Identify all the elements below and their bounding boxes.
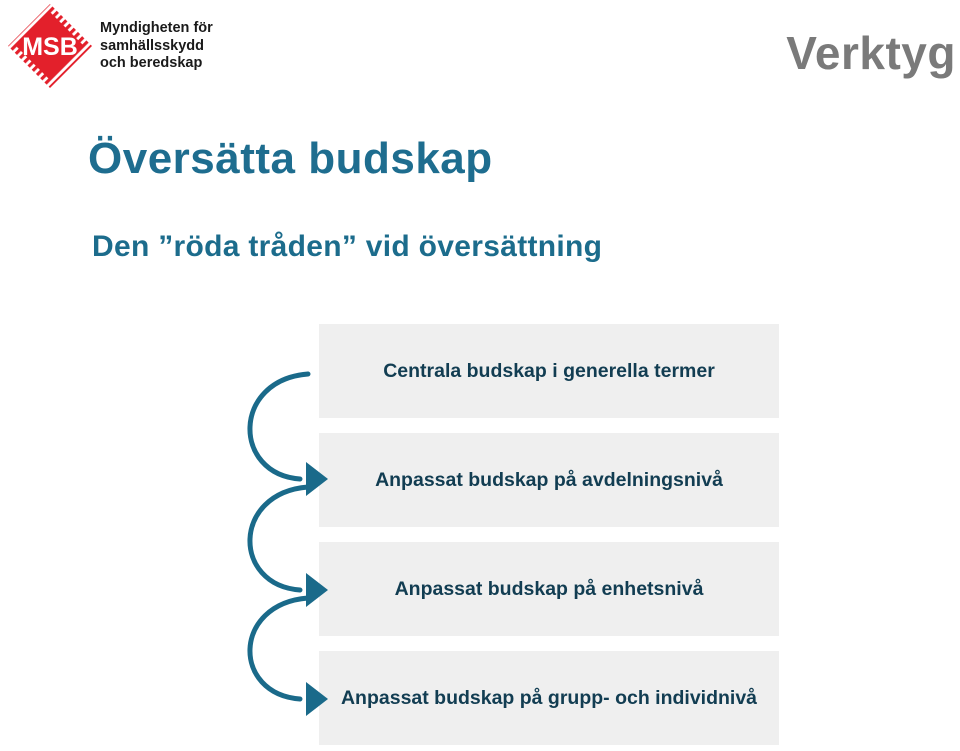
- step-label: Anpassat budskap på grupp- och individnivå: [340, 686, 758, 709]
- page-title: Översätta budskap: [88, 134, 493, 183]
- curved-arrow-icon: [250, 487, 328, 607]
- msb-logo-mark: [6, 2, 96, 90]
- diagram-title: Den ”röda tråden” vid översättning: [92, 230, 603, 263]
- step-box-3: [319, 542, 779, 636]
- section-label: Verktyg: [786, 27, 956, 79]
- step-label: Centrala budskap i generella termer: [383, 359, 715, 382]
- step-label: Anpassat budskap på avdelningsnivå: [375, 468, 723, 491]
- org-name-line: Myndigheten för: [100, 20, 213, 36]
- msb-logo: [6, 2, 213, 90]
- step-box-4: [319, 651, 779, 745]
- org-name-line: och beredskap: [100, 55, 203, 71]
- curved-arrow-icon: [250, 598, 328, 716]
- step-box-1: [319, 324, 779, 418]
- msb-logo-letters: MSB: [22, 33, 78, 61]
- step-label: Anpassat budskap på enhetsnivå: [394, 577, 704, 600]
- org-name: [100, 20, 213, 73]
- curved-arrow-icon: [250, 374, 328, 496]
- step-box-2: [319, 433, 779, 527]
- org-name-line: samhällsskydd: [100, 37, 204, 54]
